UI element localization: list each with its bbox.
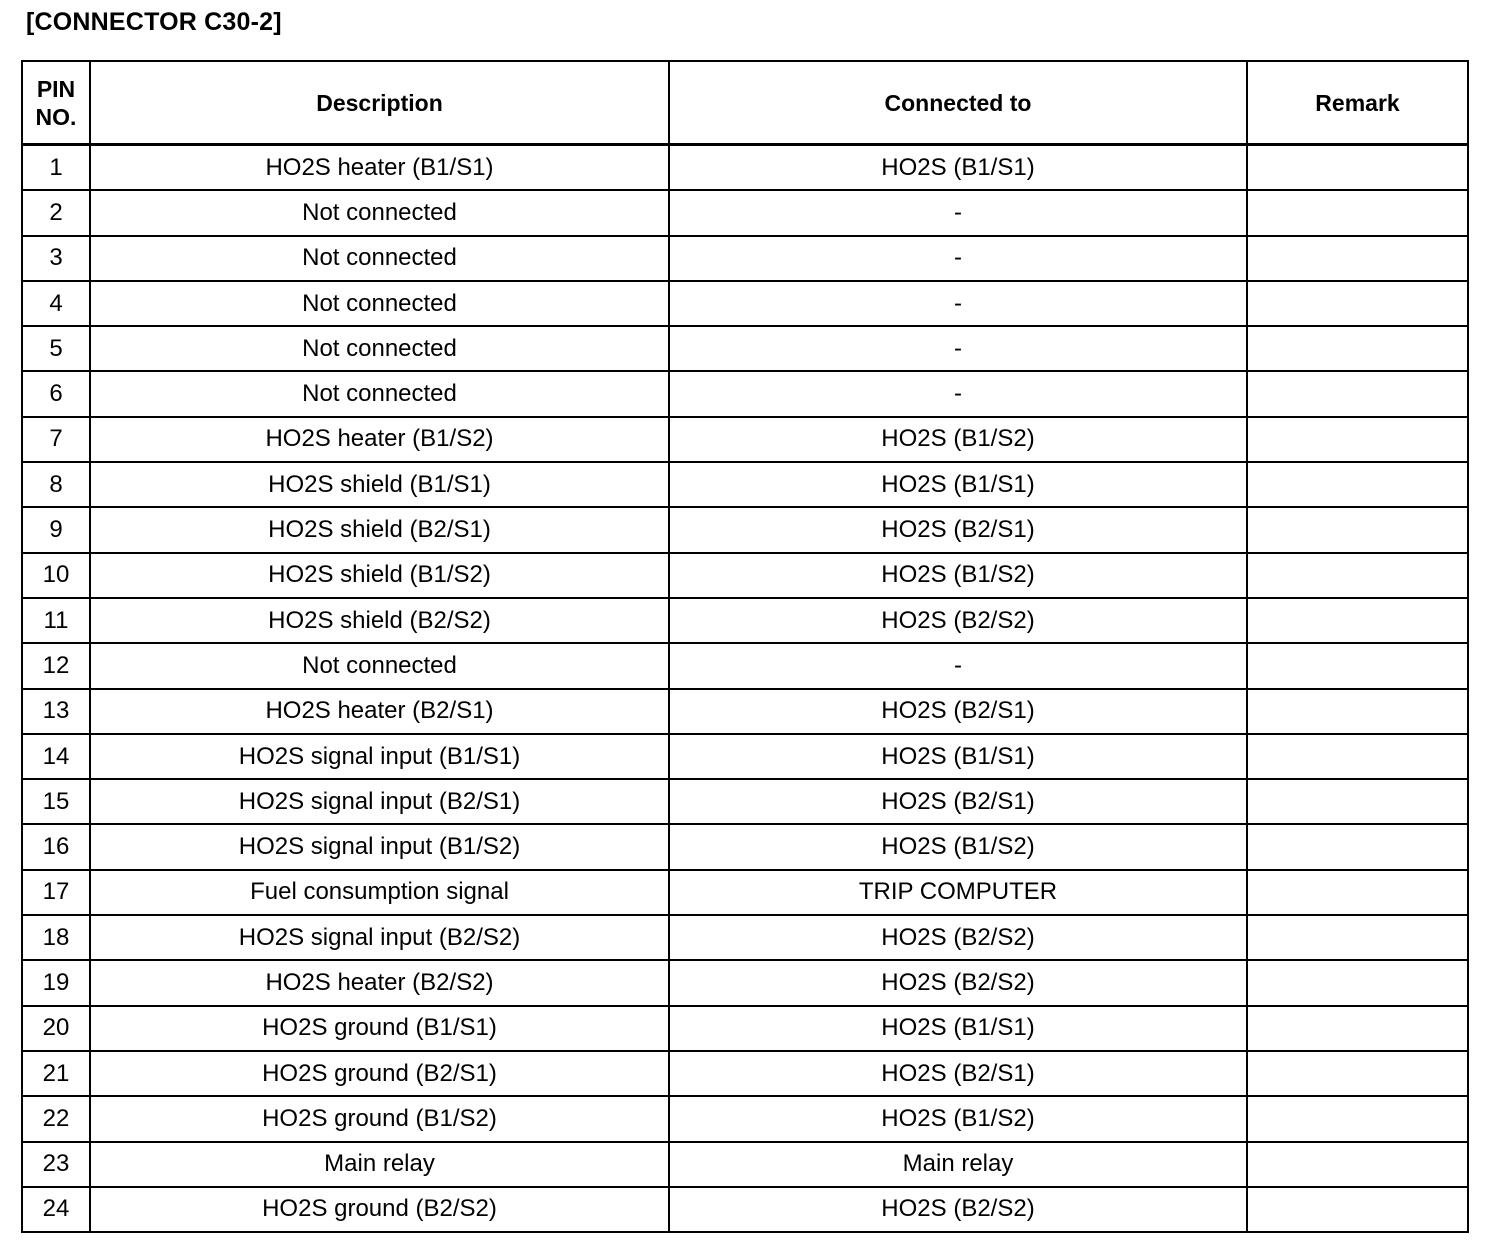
remark-cell — [1247, 1142, 1468, 1187]
table-row — [22, 1187, 1468, 1232]
table-row — [22, 960, 1468, 1005]
description-cell: HO2S shield (B2/S1) — [90, 507, 669, 552]
description-cell: HO2S ground (B1/S1) — [90, 1006, 669, 1051]
pin-number-cell: 3 — [22, 236, 90, 281]
connected-to-cell: - — [669, 326, 1247, 371]
remark-cell — [1247, 507, 1468, 552]
remark-cell — [1247, 145, 1468, 191]
pin-number-cell: 13 — [22, 689, 90, 734]
table-row — [22, 1051, 1468, 1096]
table-row — [22, 643, 1468, 688]
remark-cell — [1247, 1187, 1468, 1232]
pin-number-cell: 4 — [22, 281, 90, 326]
header-description: Description — [90, 61, 669, 145]
remark-cell — [1247, 870, 1468, 915]
description-cell: HO2S signal input (B1/S2) — [90, 824, 669, 869]
description-cell: HO2S ground (B2/S2) — [90, 1187, 669, 1232]
header-remark: Remark — [1247, 61, 1468, 145]
description-cell: HO2S heater (B2/S2) — [90, 960, 669, 1005]
description-cell: HO2S shield (B2/S2) — [90, 598, 669, 643]
connected-to-cell: HO2S (B1/S2) — [669, 553, 1247, 598]
description-cell: Fuel consumption signal — [90, 870, 669, 915]
description-cell: HO2S heater (B1/S2) — [90, 417, 669, 462]
remark-cell — [1247, 462, 1468, 507]
connected-to-cell: HO2S (B1/S2) — [669, 1096, 1247, 1141]
table-row — [22, 734, 1468, 779]
connected-to-cell: HO2S (B1/S2) — [669, 417, 1247, 462]
remark-cell — [1247, 1051, 1468, 1096]
table-row — [22, 553, 1468, 598]
connected-to-cell: HO2S (B2/S2) — [669, 598, 1247, 643]
connected-to-cell: TRIP COMPUTER — [669, 870, 1247, 915]
pin-number-cell: 12 — [22, 643, 90, 688]
pin-number-cell: 15 — [22, 779, 90, 824]
table-row — [22, 598, 1468, 643]
remark-cell — [1247, 236, 1468, 281]
connector-pin-table — [21, 60, 1469, 1233]
remark-cell — [1247, 824, 1468, 869]
description-cell: Not connected — [90, 371, 669, 416]
remark-cell — [1247, 371, 1468, 416]
connected-to-cell: - — [669, 281, 1247, 326]
description-cell: Not connected — [90, 190, 669, 235]
connected-to-cell: HO2S (B1/S1) — [669, 734, 1247, 779]
connected-to-cell: HO2S (B2/S2) — [669, 960, 1247, 1005]
connected-to-cell: HO2S (B2/S1) — [669, 507, 1247, 552]
remark-cell — [1247, 190, 1468, 235]
table-row — [22, 417, 1468, 462]
pin-number-cell: 20 — [22, 1006, 90, 1051]
pin-number-cell: 23 — [22, 1142, 90, 1187]
table-row — [22, 371, 1468, 416]
connected-to-cell: HO2S (B1/S1) — [669, 462, 1247, 507]
connected-to-cell: HO2S (B2/S1) — [669, 779, 1247, 824]
header-connected-to: Connected to — [669, 61, 1247, 145]
description-cell: HO2S signal input (B1/S1) — [90, 734, 669, 779]
table-row — [22, 689, 1468, 734]
description-cell: HO2S signal input (B2/S1) — [90, 779, 669, 824]
description-cell: Not connected — [90, 236, 669, 281]
table-row — [22, 281, 1468, 326]
table-row — [22, 1096, 1468, 1141]
description-cell: Not connected — [90, 643, 669, 688]
remark-cell — [1247, 417, 1468, 462]
pin-number-cell: 9 — [22, 507, 90, 552]
pin-number-cell: 17 — [22, 870, 90, 915]
connected-to-cell: HO2S (B1/S1) — [669, 1006, 1247, 1051]
description-cell: HO2S shield (B1/S2) — [90, 553, 669, 598]
table-row — [22, 1006, 1468, 1051]
remark-cell — [1247, 779, 1468, 824]
pin-number-cell: 21 — [22, 1051, 90, 1096]
description-cell: HO2S shield (B1/S1) — [90, 462, 669, 507]
description-cell: HO2S ground (B2/S1) — [90, 1051, 669, 1096]
pin-number-cell: 6 — [22, 371, 90, 416]
remark-cell — [1247, 734, 1468, 779]
table-row — [22, 462, 1468, 507]
remark-cell — [1247, 281, 1468, 326]
pin-number-cell: 18 — [22, 915, 90, 960]
connected-to-cell: HO2S (B2/S1) — [669, 689, 1247, 734]
table-row — [22, 326, 1468, 371]
connected-to-cell: - — [669, 236, 1247, 281]
connected-to-cell: - — [669, 190, 1247, 235]
pin-number-cell: 7 — [22, 417, 90, 462]
pin-number-cell: 8 — [22, 462, 90, 507]
pin-number-cell: 16 — [22, 824, 90, 869]
header-pin-line1: PIN — [36, 75, 76, 102]
description-cell: HO2S heater (B1/S1) — [90, 145, 669, 191]
pin-number-cell: 19 — [22, 960, 90, 1005]
connector-title: [CONNECTOR C30-2] — [26, 8, 282, 36]
description-cell: HO2S ground (B1/S2) — [90, 1096, 669, 1141]
remark-cell — [1247, 598, 1468, 643]
pin-number-cell: 10 — [22, 553, 90, 598]
remark-cell — [1247, 326, 1468, 371]
table-row — [22, 507, 1468, 552]
pin-number-cell: 2 — [22, 190, 90, 235]
remark-cell — [1247, 643, 1468, 688]
description-cell: Not connected — [90, 281, 669, 326]
table-row — [22, 915, 1468, 960]
table-row — [22, 779, 1468, 824]
pin-number-cell: 11 — [22, 598, 90, 643]
pin-number-cell: 14 — [22, 734, 90, 779]
remark-cell — [1247, 915, 1468, 960]
remark-cell — [1247, 1006, 1468, 1051]
remark-cell — [1247, 1096, 1468, 1141]
pin-number-cell: 5 — [22, 326, 90, 371]
table-row — [22, 145, 1468, 191]
connected-to-cell: HO2S (B2/S2) — [669, 1187, 1247, 1232]
table-header — [22, 61, 1468, 145]
header-pin-no — [22, 61, 90, 145]
connected-to-cell: HO2S (B1/S2) — [669, 824, 1247, 869]
table-row — [22, 190, 1468, 235]
remark-cell — [1247, 689, 1468, 734]
connected-to-cell: HO2S (B2/S2) — [669, 915, 1247, 960]
table-body — [22, 145, 1468, 1233]
header-row — [22, 61, 1468, 145]
remark-cell — [1247, 553, 1468, 598]
pin-number-cell: 1 — [22, 145, 90, 191]
pin-number-cell: 24 — [22, 1187, 90, 1232]
description-cell: Not connected — [90, 326, 669, 371]
header-pin-line2: NO. — [35, 103, 77, 130]
table-row — [22, 870, 1468, 915]
table-row — [22, 824, 1468, 869]
description-cell: HO2S heater (B2/S1) — [90, 689, 669, 734]
connected-to-cell: Main relay — [669, 1142, 1247, 1187]
connected-to-cell: - — [669, 643, 1247, 688]
connected-to-cell: - — [669, 371, 1247, 416]
table-row — [22, 236, 1468, 281]
pin-number-cell: 22 — [22, 1096, 90, 1141]
description-cell: Main relay — [90, 1142, 669, 1187]
table-row — [22, 1142, 1468, 1187]
remark-cell — [1247, 960, 1468, 1005]
connected-to-cell: HO2S (B1/S1) — [669, 145, 1247, 191]
description-cell: HO2S signal input (B2/S2) — [90, 915, 669, 960]
connected-to-cell: HO2S (B2/S1) — [669, 1051, 1247, 1096]
